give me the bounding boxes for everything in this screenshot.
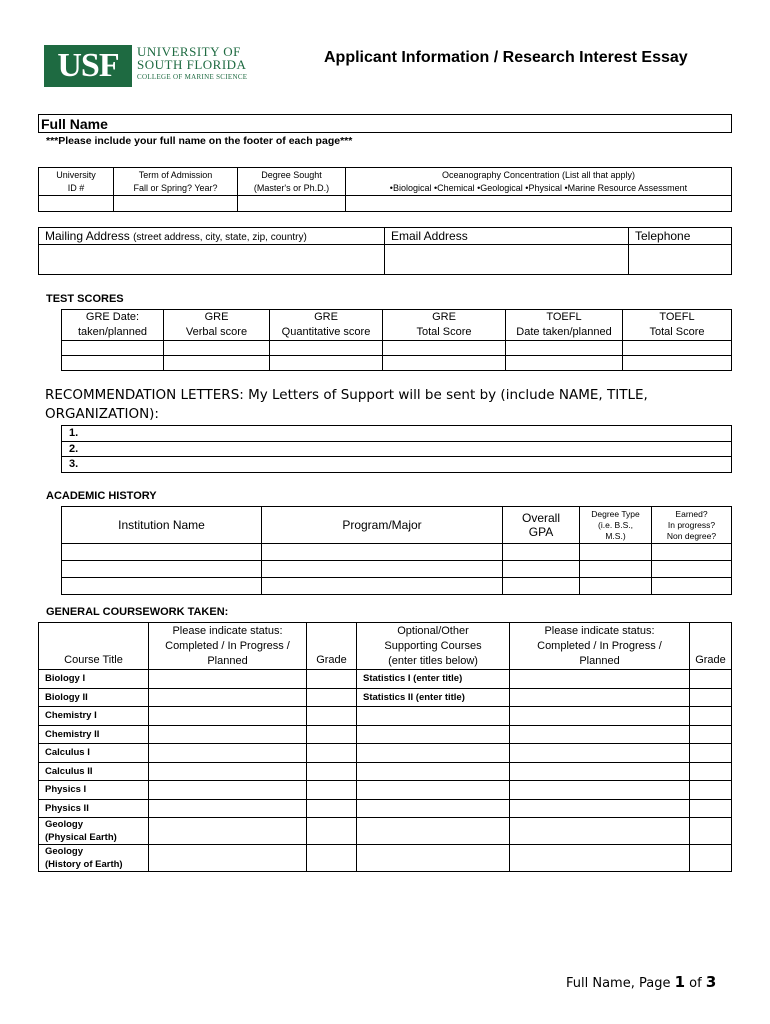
optional-grade-field[interactable]	[690, 845, 732, 872]
full-name-note: ***Please include your full name on the footer of each page***	[46, 135, 353, 147]
score-cell[interactable]	[383, 356, 506, 371]
academic-history-table	[61, 506, 732, 595]
course-title: Chemistry II	[39, 725, 149, 744]
score-cell[interactable]	[62, 356, 164, 371]
logo-line-1: UNIVERSITY OF	[137, 44, 241, 59]
optional-grade-field[interactable]	[690, 688, 732, 707]
course-title: Biology I	[39, 670, 149, 689]
usf-logo	[44, 45, 254, 91]
course-status-field[interactable]	[149, 818, 307, 845]
test-scores-heading: TEST SCORES	[46, 293, 124, 305]
gre-total-header: GRE Total Score	[383, 310, 506, 341]
optional-status-header: Please indicate status: Completed / In Progress / Planned	[510, 623, 690, 670]
academic-cell[interactable]	[262, 544, 503, 561]
academic-cell[interactable]	[262, 561, 503, 578]
course-grade-field[interactable]	[307, 670, 357, 689]
optional-status-field[interactable]	[510, 762, 690, 781]
footer-page: 1	[674, 973, 686, 991]
academic-cell[interactable]	[580, 578, 652, 595]
course-title: Calculus I	[39, 744, 149, 763]
email-field[interactable]	[385, 245, 629, 275]
academic-cell[interactable]	[503, 561, 580, 578]
optional-status-field[interactable]	[510, 707, 690, 726]
gre-quant-header: GRE Quantitative score	[270, 310, 383, 341]
footer-total: 3	[705, 973, 717, 991]
academic-cell[interactable]	[503, 544, 580, 561]
optional-course-field[interactable]	[357, 845, 510, 872]
course-row	[39, 799, 732, 818]
optional-course-field[interactable]	[357, 781, 510, 800]
optional-status-field[interactable]	[510, 688, 690, 707]
optional-course-field[interactable]	[357, 762, 510, 781]
logo-mark: USF	[44, 45, 132, 87]
academic-cell[interactable]	[652, 544, 732, 561]
score-cell[interactable]	[270, 356, 383, 371]
optional-course-field[interactable]	[357, 799, 510, 818]
optional-grade-field[interactable]	[690, 744, 732, 763]
optional-status-field[interactable]	[510, 818, 690, 845]
reference-3-field[interactable]: 3.	[62, 457, 732, 473]
gre-verbal-header: GRE Verbal score	[164, 310, 270, 341]
course-title: Geology (Physical Earth)	[39, 818, 149, 845]
optional-status-field[interactable]	[510, 744, 690, 763]
course-row	[39, 818, 732, 845]
score-cell[interactable]	[164, 341, 270, 356]
course-status-field[interactable]	[149, 688, 307, 707]
optional-grade-field[interactable]	[690, 762, 732, 781]
test-scores-row	[62, 356, 732, 371]
course-row	[39, 744, 732, 763]
course-grade-field[interactable]	[307, 725, 357, 744]
term-header: Term of Admission Fall or Spring? Year?	[114, 168, 238, 196]
course-row	[39, 845, 732, 872]
course-status-field[interactable]	[149, 845, 307, 872]
grade-header: Grade	[307, 623, 357, 670]
page-footer	[566, 973, 716, 991]
academic-cell[interactable]	[262, 578, 503, 595]
toefl-total-header: TOEFL Total Score	[623, 310, 732, 341]
course-grade-field[interactable]	[307, 799, 357, 818]
course-title: Biology II	[39, 688, 149, 707]
optional-courses-header: Optional/Other Supporting Courses (enter titles below)	[357, 623, 510, 670]
academic-cell[interactable]	[62, 544, 262, 561]
recommendation-heading: RECOMMENDATION LETTERS: My Letters of Support will be sent by (include NAME, TITLE, ORGANIZATION):	[45, 387, 648, 422]
optional-status-field[interactable]	[510, 799, 690, 818]
course-grade-field[interactable]	[307, 688, 357, 707]
logo-college: COLLEGE OF MARINE SCIENCE	[137, 73, 248, 81]
academic-cell[interactable]	[652, 578, 732, 595]
reference-2-field[interactable]: 2.	[62, 441, 732, 457]
optional-course-field[interactable]	[357, 707, 510, 726]
optional-course-field[interactable]	[357, 725, 510, 744]
score-cell[interactable]	[62, 341, 164, 356]
test-scores-table	[61, 309, 732, 371]
course-status-field[interactable]	[149, 762, 307, 781]
optional-grade-field[interactable]	[690, 670, 732, 689]
optional-grade-header: Grade	[690, 623, 732, 670]
contact-table	[38, 227, 732, 275]
coursework-table	[38, 622, 732, 872]
academic-row	[62, 544, 732, 561]
toefl-date-header: TOEFL Date taken/planned	[506, 310, 623, 341]
course-status-field[interactable]	[149, 799, 307, 818]
recommendation-table	[61, 425, 732, 473]
score-cell[interactable]	[270, 341, 383, 356]
logo-wordmark	[137, 45, 247, 83]
telephone-header: Telephone	[629, 228, 732, 245]
optional-status-field[interactable]	[510, 781, 690, 800]
course-grade-field[interactable]	[307, 818, 357, 845]
course-title: Physics I	[39, 781, 149, 800]
optional-course-field[interactable]	[357, 818, 510, 845]
score-cell[interactable]	[623, 341, 732, 356]
optional-grade-field[interactable]	[690, 781, 732, 800]
gre-date-header: GRE Date: taken/planned	[62, 310, 164, 341]
course-grade-field[interactable]	[307, 781, 357, 800]
degree-type-header: Degree Type (i.e. B.S., M.S.)	[580, 507, 652, 544]
optional-grade-field[interactable]	[690, 725, 732, 744]
optional-grade-field[interactable]	[690, 818, 732, 845]
gpa-header: Overall GPA	[503, 507, 580, 544]
course-title: Calculus II	[39, 762, 149, 781]
academic-cell[interactable]	[62, 561, 262, 578]
score-cell[interactable]	[383, 341, 506, 356]
institution-header: Institution Name	[62, 507, 262, 544]
footer-of: of	[685, 976, 706, 991]
optional-course-field[interactable]: Statistics II (enter title)	[357, 688, 510, 707]
academic-cell[interactable]	[652, 561, 732, 578]
university-id-field[interactable]	[39, 196, 114, 212]
score-cell[interactable]	[623, 356, 732, 371]
coursework-heading: GENERAL COURSEWORK TAKEN:	[46, 606, 229, 618]
optional-course-field[interactable]	[357, 744, 510, 763]
id-table	[38, 167, 732, 212]
course-row	[39, 670, 732, 689]
course-status-field[interactable]	[149, 725, 307, 744]
logo-line-2: SOUTH FLORIDA	[137, 57, 247, 72]
course-grade-field[interactable]	[307, 845, 357, 872]
course-grade-field[interactable]	[307, 707, 357, 726]
university-id-header: University ID #	[39, 168, 114, 196]
degree-field[interactable]	[238, 196, 346, 212]
optional-status-field[interactable]	[510, 670, 690, 689]
academic-row	[62, 578, 732, 595]
optional-status-field[interactable]	[510, 725, 690, 744]
test-scores-row	[62, 341, 732, 356]
course-title: Chemistry I	[39, 707, 149, 726]
program-header: Program/Major	[262, 507, 503, 544]
status-header: Please indicate status: Completed / In Progress / Planned	[149, 623, 307, 670]
concentration-field[interactable]	[346, 196, 732, 212]
reference-1-field[interactable]: 1.	[62, 426, 732, 442]
course-status-field[interactable]	[149, 781, 307, 800]
degree-header: Degree Sought (Master's or Ph.D.)	[238, 168, 346, 196]
course-title: Physics II	[39, 799, 149, 818]
mailing-address-field[interactable]	[39, 245, 385, 275]
academic-cell[interactable]	[62, 578, 262, 595]
optional-grade-field[interactable]	[690, 799, 732, 818]
academic-cell[interactable]	[503, 578, 580, 595]
academic-history-heading: ACADEMIC HISTORY	[46, 490, 157, 502]
course-row	[39, 707, 732, 726]
score-cell[interactable]	[506, 341, 623, 356]
academic-cell[interactable]	[580, 561, 652, 578]
full-name-field[interactable]	[39, 115, 732, 133]
earned-header: Earned? In progress? Non degree?	[652, 507, 732, 544]
course-title-header: Course Title	[39, 623, 149, 670]
course-row	[39, 762, 732, 781]
term-field[interactable]	[114, 196, 238, 212]
course-grade-field[interactable]	[307, 744, 357, 763]
full-name-label: Full Name	[41, 115, 108, 132]
optional-course-field[interactable]: Statistics I (enter title)	[357, 670, 510, 689]
course-grade-field[interactable]	[307, 762, 357, 781]
course-title: Geology (History of Earth)	[39, 845, 149, 872]
document-title: Applicant Information / Research Interest Essay	[324, 49, 688, 66]
score-cell[interactable]	[164, 356, 270, 371]
email-header: Email Address	[385, 228, 629, 245]
course-row	[39, 781, 732, 800]
course-status-field[interactable]	[149, 744, 307, 763]
full-name-table	[38, 114, 732, 133]
course-row	[39, 725, 732, 744]
telephone-field[interactable]	[629, 245, 732, 275]
mailing-address-header: Mailing Address (street address, city, state, zip, country)	[39, 228, 385, 245]
course-status-field[interactable]	[149, 670, 307, 689]
optional-grade-field[interactable]	[690, 707, 732, 726]
academic-row	[62, 561, 732, 578]
score-cell[interactable]	[506, 356, 623, 371]
concentration-header: Oceanography Concentration (List all that apply) •Biological •Chemical •Geological •Physical •Marine Resource Assessment	[346, 168, 732, 196]
optional-status-field[interactable]	[510, 845, 690, 872]
academic-cell[interactable]	[580, 544, 652, 561]
footer-label: Full Name, Page	[566, 976, 675, 991]
course-status-field[interactable]	[149, 707, 307, 726]
course-row	[39, 688, 732, 707]
